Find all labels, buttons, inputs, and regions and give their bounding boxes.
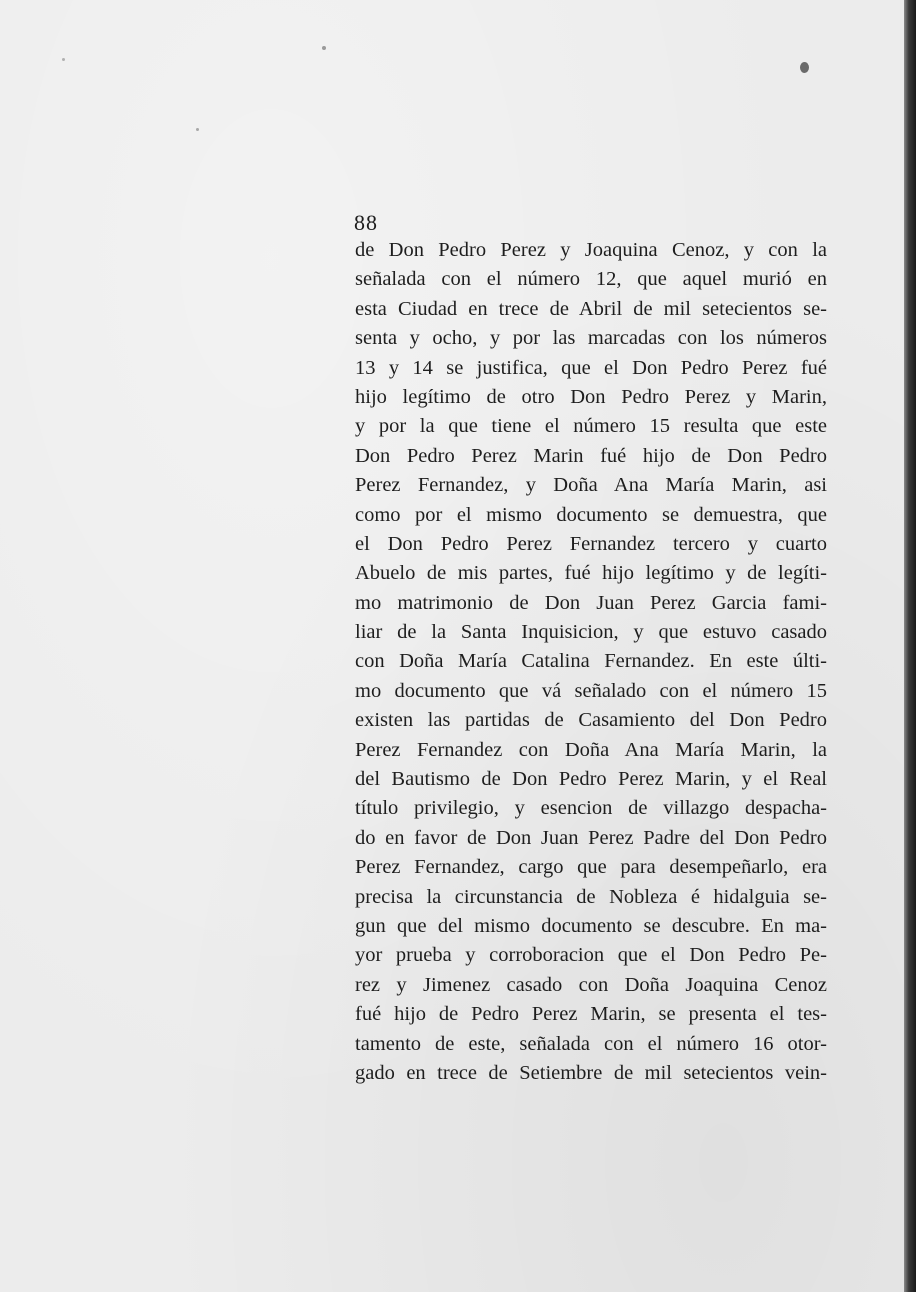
page-edge-shadow <box>904 0 916 1292</box>
paper-speck <box>62 58 65 61</box>
text-line: gun que del mismo documento se descubre. En ma- <box>355 914 827 937</box>
text-line: mo documento que vá señalado con el número 15 <box>355 679 827 702</box>
text-line: senta y ocho, y por las marcadas con los números <box>355 327 827 350</box>
text-line: liar de la Santa Inquisicion, y que estuvo casado <box>355 621 827 644</box>
text-line: Perez Fernandez con Doña Ana María Marin, la <box>355 738 827 761</box>
text-line: hijo legítimo de otro Don Pedro Perez y Marin, <box>355 385 827 408</box>
text-line: mo matrimonio de Don Juan Perez Garcia fami- <box>355 591 827 614</box>
text-line: como por el mismo documento se demuestra, que <box>355 503 827 526</box>
text-line: existen las partidas de Casamiento del Don Pedro <box>355 709 827 732</box>
text-line: esta Ciudad en trece de Abril de mil setecientos se- <box>355 297 827 320</box>
text-line: Abuelo de mis partes, fué hijo legítimo y de legíti- <box>355 562 827 585</box>
text-line: gado en trece de Setiembre de mil setecientos vein- <box>355 1061 827 1084</box>
text-line: Don Pedro Perez Marin fué hijo de Don Pedro <box>355 444 827 467</box>
text-line: con Doña María Catalina Fernandez. En este últi- <box>355 650 827 673</box>
text-line: Perez Fernandez, y Doña Ana María Marin, asi <box>355 474 827 497</box>
text-line: título privilegio, y esencion de villazgo despacha- <box>355 797 827 820</box>
paper-speck <box>800 62 809 73</box>
text-line: do en favor de Don Juan Perez Padre del Don Pedro <box>355 826 827 849</box>
page-number: 88 <box>354 210 378 235</box>
text-line: Perez Fernandez, cargo que para desempeñarlo, era <box>355 856 827 879</box>
text-line: 13 y 14 se justifica, que el Don Pedro Perez fué <box>355 356 827 379</box>
paper-speck <box>322 46 326 50</box>
text-line: el Don Pedro Perez Fernandez tercero y cuarto <box>355 532 827 555</box>
text-line: tamento de este, señalada con el número 16 otor- <box>355 1032 827 1055</box>
body-text <box>355 236 827 1088</box>
text-line: rez y Jimenez casado con Doña Joaquina Cenoz <box>355 973 827 996</box>
text-line: fué hijo de Pedro Perez Marin, se presenta el tes- <box>355 1003 827 1026</box>
paper-speck <box>196 128 199 131</box>
text-line: precisa la circunstancia de Nobleza é hidalguia se- <box>355 885 827 908</box>
text-line: yor prueba y corroboracion que el Don Pedro Pe- <box>355 944 827 967</box>
text-line: del Bautismo de Don Pedro Perez Marin, y el Real <box>355 768 827 791</box>
text-line: señalada con el número 12, que aquel murió en <box>355 268 827 291</box>
text-line: y por la que tiene el número 15 resulta que este <box>355 415 827 438</box>
text-line: de Don Pedro Perez y Joaquina Cenoz, y con la <box>355 239 827 261</box>
